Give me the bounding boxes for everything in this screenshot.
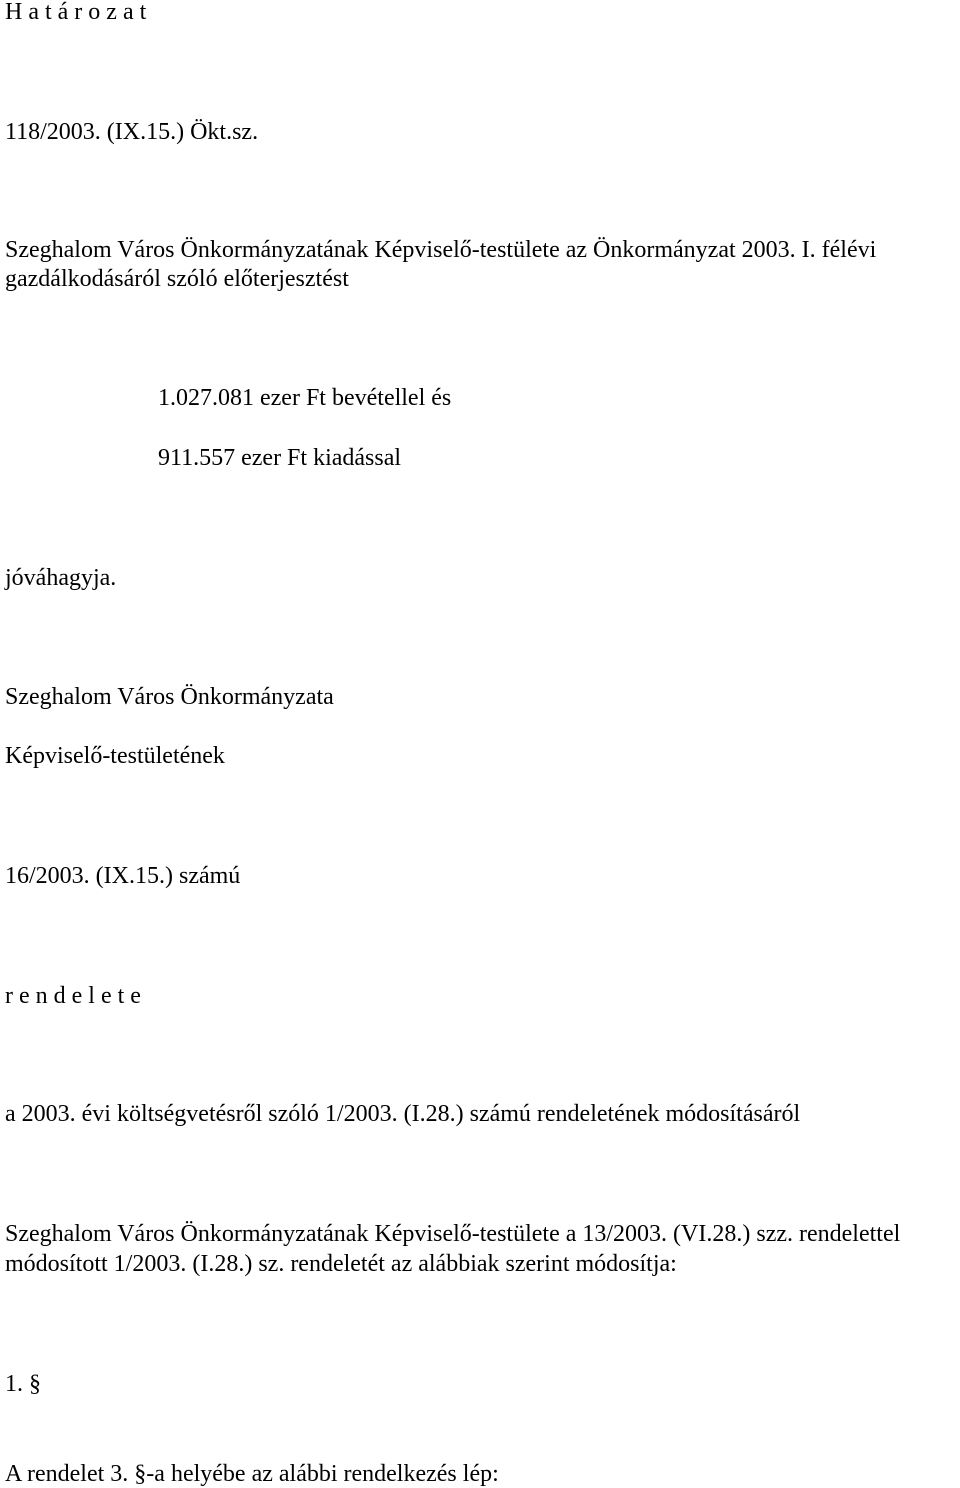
resolution-number: 118/2003. (IX.15.) Ökt.sz. bbox=[5, 119, 259, 145]
approval-text: jóváhagyja. bbox=[5, 565, 117, 591]
body-line-2: módosított 1/2003. (I.28.) sz. rendeletét az alábbiak szerint módosítja: bbox=[5, 1251, 677, 1277]
section-number: 1. § bbox=[5, 1371, 41, 1397]
revenue-line: 1.027.081 ezer Ft bevétellel és bbox=[158, 385, 452, 411]
resolution-intro-line-1: Szeghalom Város Önkormányzatának Képviselő-testülete az Önkormányzat 2003. I. félévi bbox=[5, 237, 877, 263]
decree-subject: a 2003. évi költségvetésről szóló 1/2003. (I.28.) számú rendeletének módosításáról bbox=[5, 1101, 801, 1127]
section-text: A rendelet 3. §-a helyébe az alábbi rendelkezés lép: bbox=[5, 1461, 499, 1487]
resolution-intro-line-2: gazdálkodásáról szóló előterjesztést bbox=[5, 266, 349, 292]
decree-word: r e n d e l e t e bbox=[5, 983, 141, 1009]
document-heading: H a t á r o z a t bbox=[5, 0, 147, 25]
issuer-line-2: Képviselő-testületének bbox=[5, 743, 225, 769]
body-line-1: Szeghalom Város Önkormányzatának Képviselő-testülete a 13/2003. (VI.28.) szz. rendelettel bbox=[5, 1221, 901, 1247]
issuer-line-1: Szeghalom Város Önkormányzata bbox=[5, 684, 334, 710]
expense-line: 911.557 ezer Ft kiadással bbox=[158, 445, 402, 471]
decree-number: 16/2003. (IX.15.) számú bbox=[5, 863, 241, 889]
